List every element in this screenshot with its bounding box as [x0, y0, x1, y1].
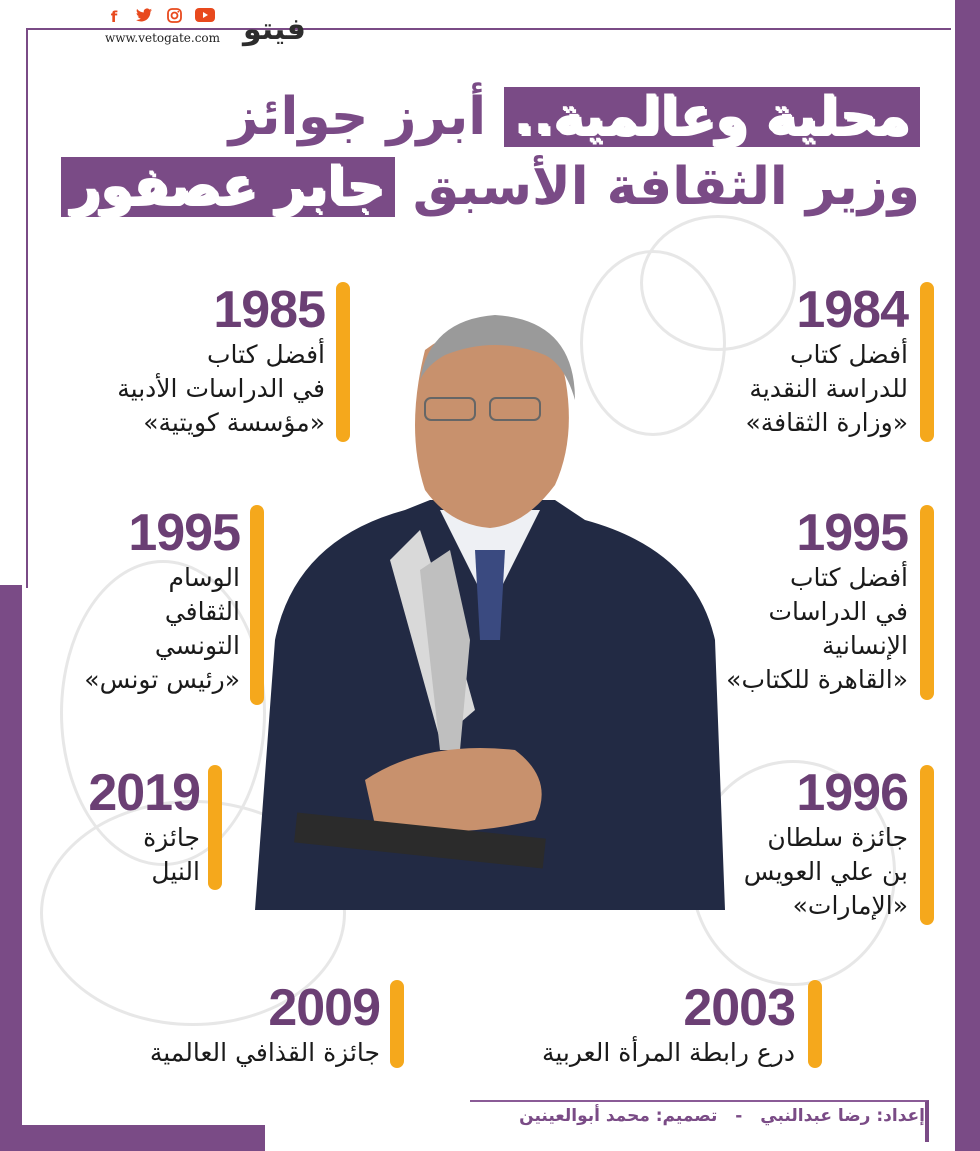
award-title: الإنسانية: [822, 631, 908, 660]
award-title: أفضل كتاب: [789, 340, 908, 369]
frame-left-bar: [0, 585, 22, 1151]
award-year: 1995: [128, 504, 240, 562]
award-accent-bar: [336, 282, 350, 442]
award-2003: [470, 980, 795, 1070]
award-source: «الإمارات»: [792, 891, 908, 920]
award-year: 1995: [796, 504, 908, 562]
award-year: 1984: [796, 281, 908, 339]
headline-text-2: وزير الثقافة الأسبق: [412, 157, 920, 217]
award-year: 2009: [268, 979, 380, 1037]
frame-bottom-bar: [0, 1125, 265, 1151]
credits-prepared: إعداد: رضا عبدالنبي: [760, 1106, 925, 1126]
website-url[interactable]: www.vetogate.com: [105, 31, 221, 45]
award-1995-medal: [40, 505, 240, 697]
award-1995-books: [658, 505, 908, 697]
brand-logo: فيتو: [243, 12, 306, 47]
award-2019: [60, 765, 200, 889]
award-year: 1996: [796, 764, 908, 822]
award-year: 2003: [683, 979, 795, 1037]
award-source: «مؤسسة كويتية»: [143, 408, 325, 437]
award-title: بن علي العويس: [743, 857, 908, 886]
headline: [60, 82, 920, 242]
award-source: «القاهرة للكتاب»: [726, 665, 908, 694]
credits-design: تصميم: محمد أبوالعينين: [519, 1106, 718, 1126]
award-2009: [60, 980, 380, 1070]
award-year: 1985: [213, 281, 325, 339]
award-accent-bar: [208, 765, 222, 890]
award-title: في الدراسات: [768, 597, 908, 626]
youtube-icon[interactable]: [195, 8, 213, 27]
credits-separator: -: [735, 1106, 743, 1126]
award-title: أفضل كتاب: [789, 563, 908, 592]
social-icons: [105, 8, 213, 27]
award-title: جائزة سلطان: [767, 823, 908, 852]
award-accent-bar: [390, 980, 404, 1068]
award-title: للدراسة النقدية: [749, 374, 908, 403]
frame-left-line: [26, 28, 28, 588]
headline-highlight-1: محلية وعالمية..: [504, 87, 920, 147]
award-1984: [628, 282, 908, 440]
award-title: جائزة: [143, 823, 200, 852]
headline-text-1: أبرز جوائز: [228, 87, 487, 147]
award-accent-bar: [250, 505, 264, 705]
headline-line-2: [60, 152, 920, 222]
award-title: درع رابطة المرأة العربية: [541, 1038, 795, 1067]
award-accent-bar: [920, 282, 934, 442]
instagram-icon[interactable]: [165, 8, 183, 27]
award-title: التونسي: [154, 631, 240, 660]
frame-right-bar: [955, 0, 980, 1151]
twitter-icon[interactable]: [135, 8, 153, 27]
award-1985: [50, 282, 325, 440]
award-title: أفضل كتاب: [206, 340, 325, 369]
award-1996: [648, 765, 908, 923]
award-title: جائزة القذافي العالمية: [149, 1038, 380, 1067]
award-title: في الدراسات الأدبية: [117, 374, 325, 403]
award-title: النيل: [151, 857, 200, 886]
brand-header: [105, 8, 345, 48]
award-title: الوسام: [168, 563, 240, 592]
award-accent-bar: [920, 505, 934, 700]
facebook-icon[interactable]: f: [110, 8, 118, 26]
award-year: 2019: [88, 764, 200, 822]
award-source: «رئيس تونس»: [84, 665, 240, 694]
award-accent-bar: [808, 980, 822, 1068]
award-title: الثقافي: [164, 597, 240, 626]
headline-highlight-2: جابر عصفور: [61, 157, 395, 217]
credits-footer: [470, 1100, 929, 1142]
award-source: «وزارة الثقافة»: [745, 408, 908, 437]
headline-line-1: [60, 82, 920, 152]
award-accent-bar: [920, 765, 934, 925]
